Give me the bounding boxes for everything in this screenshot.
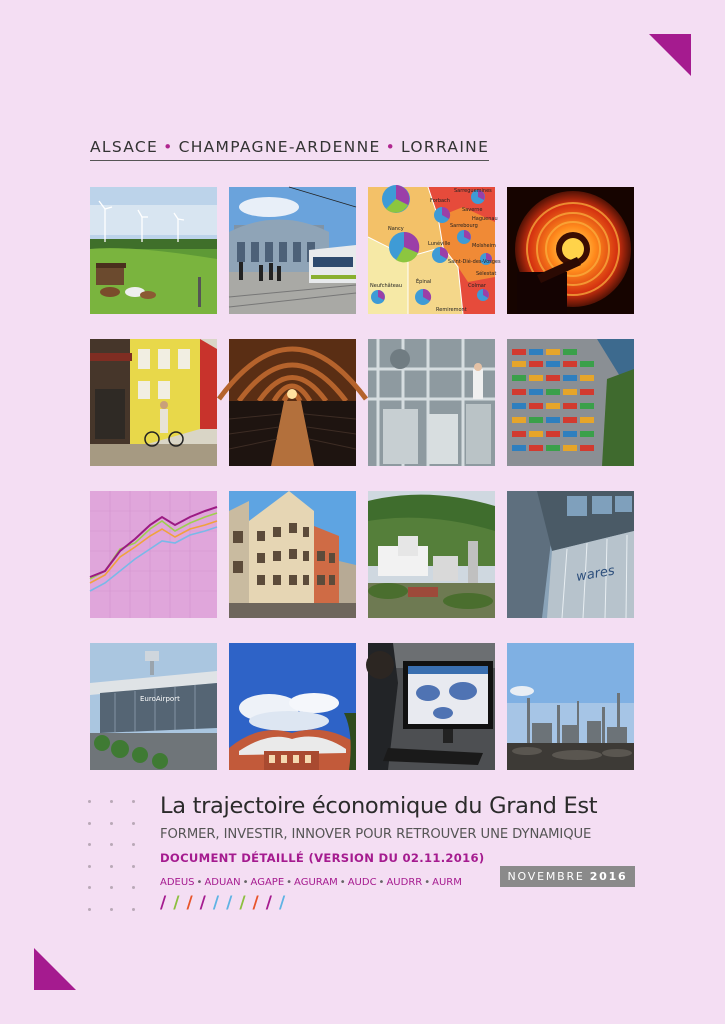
wine-cellar-image [229, 339, 356, 466]
slash-mark: / [199, 893, 206, 913]
map-label: Colmar [468, 283, 486, 289]
region-champagne-ardenne: CHAMPAGNE-ARDENNE [178, 138, 381, 156]
partner-item: AGURAM [294, 877, 338, 888]
page-title: La trajectoire économique du Grand Est [160, 793, 598, 819]
map-label: Lunéville [428, 241, 451, 247]
shipping-containers-port-image [507, 339, 634, 466]
partner-separator: • [196, 877, 203, 888]
map-label: Remiremont [436, 307, 467, 313]
region-alsace: ALSACE [90, 138, 159, 156]
partner-separator: • [339, 877, 346, 888]
color-slashes [160, 893, 285, 913]
slash-mark: / [278, 893, 286, 913]
event-pavilion-image [229, 643, 356, 770]
map-label: Haguenau [472, 216, 498, 222]
corner-triangle-top-right [649, 34, 691, 76]
partner-item: AGAPE [250, 877, 285, 888]
computer-engineer-image [368, 643, 495, 770]
wind-farm-landscape-image [90, 187, 217, 314]
map-label: Nancy [388, 226, 404, 232]
partner-item: AUDRR [386, 877, 423, 888]
region-separator: • [385, 138, 397, 156]
slash-mark: / [173, 893, 180, 913]
slash-mark: / [186, 893, 193, 913]
industrial-valley-image [368, 491, 495, 618]
slash-mark: / [265, 893, 272, 913]
factory-machinery-image [368, 339, 495, 466]
map-label: Molsheim [472, 243, 496, 249]
slash-mark: / [212, 893, 220, 913]
line-chart-image [90, 491, 217, 618]
date-month: NOVEMBRE [507, 870, 585, 883]
photo-grid [90, 187, 634, 770]
partner-separator: • [242, 877, 249, 888]
partner-list [160, 877, 462, 888]
partner-separator: • [378, 877, 385, 888]
corner-triangle-bottom-left [34, 948, 76, 990]
slash-mark: / [160, 893, 167, 913]
map-label: Neufchâteau [370, 283, 402, 289]
partner-item: AUDC [347, 877, 377, 888]
partner-separator: • [424, 877, 431, 888]
region-separator: • [163, 138, 174, 156]
map-label: Forbach [430, 198, 450, 204]
map-label: Saverne [462, 207, 483, 213]
regional-map-pie-charts-image [368, 187, 501, 314]
steel-coil-image [507, 187, 634, 314]
refinery-image [507, 643, 634, 770]
partner-separator: • [286, 877, 293, 888]
building-sign: wares [575, 563, 616, 585]
page-subtitle: FORMER, INVESTIR, INNOVER POUR RETROUVER UNE DYNAMIQUE [160, 827, 592, 842]
slash-mark: / [239, 893, 246, 913]
date-year: 2016 [589, 870, 628, 883]
partner-item: ADUAN [204, 877, 241, 888]
map-label: Saint-Dié-des-Vosges [448, 259, 501, 265]
regions-header [90, 138, 489, 161]
decorative-dot-grid [88, 800, 135, 911]
partner-item: ADEUS [160, 877, 195, 888]
map-label: Épinal [416, 279, 432, 285]
shop-street-cyclist-image [90, 339, 217, 466]
partner-item: AURM [432, 877, 462, 888]
airport-sign: EuroAirport [140, 695, 180, 703]
residential-buildings-image [229, 491, 356, 618]
modern-office-building-image [507, 491, 634, 618]
tram-city-image [229, 187, 356, 314]
slash-mark: / [252, 893, 259, 913]
region-lorraine: LORRAINE [401, 138, 490, 156]
slash-mark: / [226, 893, 233, 913]
map-label: Sarrebourg [450, 223, 478, 229]
date-badge [500, 866, 635, 887]
airport-terminal-image [90, 643, 217, 770]
map-label: Sarreguemines [454, 188, 492, 194]
document-version: DOCUMENT DÉTAILLÉ (VERSION DU 02.11.2016) [160, 851, 485, 865]
map-label: Sélestat [476, 271, 497, 277]
